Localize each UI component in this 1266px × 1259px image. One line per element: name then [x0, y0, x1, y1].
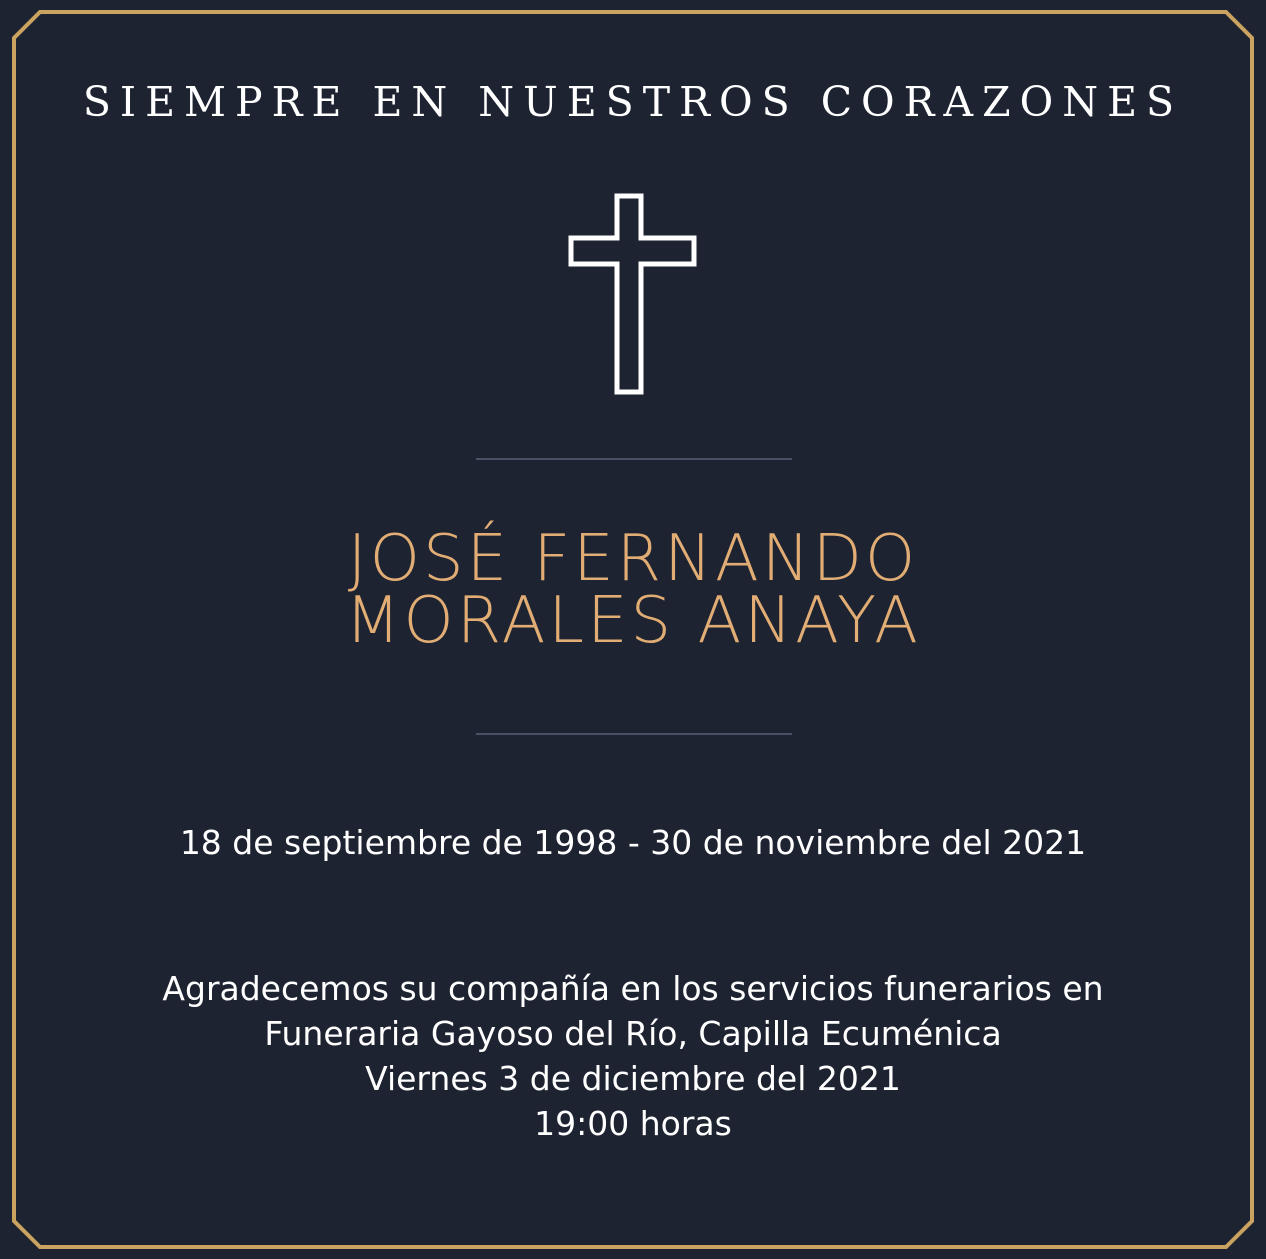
name-line-2: MORALES ANAYA [345, 584, 921, 658]
heading: SIEMPRE EN NUESTROS CORAZONES [82, 78, 1184, 126]
message-line-1: Agradecemos su compañía en los servicios funerarios en [162, 969, 1104, 1008]
message-line-4: 19:00 horas [534, 1104, 732, 1143]
cross-icon [568, 193, 698, 395]
message-line-2: Funeraria Gayoso del Río, Capilla Ecuménica [264, 1014, 1002, 1053]
message-line-3: Viernes 3 de diciembre del 2021 [365, 1059, 901, 1098]
divider-bottom [476, 733, 792, 735]
deceased-name [0, 522, 1266, 658]
life-dates: 18 de septiembre de 1998 - 30 de noviembre del 2021 [179, 823, 1087, 862]
service-message [0, 966, 1266, 1146]
divider-top [476, 458, 792, 460]
name-line-1: JOSÉ FERNANDO [347, 522, 919, 596]
